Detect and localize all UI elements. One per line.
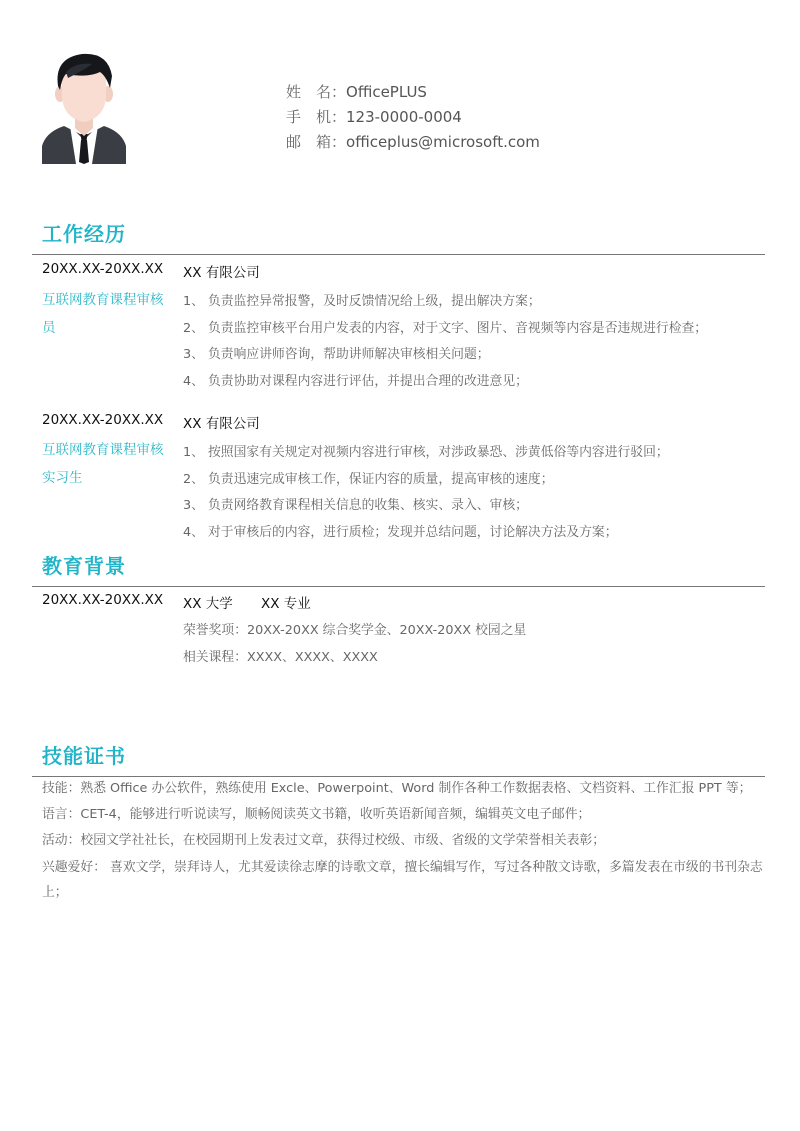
email-row xyxy=(286,130,540,155)
avatar-icon xyxy=(42,50,126,164)
skill-item: 活动：校园文学社社长，在校园期刊上发表过文章，获得过校级、市级、省级的文学荣誉相关表彰； xyxy=(42,833,606,848)
work-date: 20XX.XX-20XX.XX xyxy=(42,412,164,428)
email-label: 邮 箱： xyxy=(286,133,347,151)
email-value: officeplus@microsoft.com xyxy=(346,133,540,151)
edu-date: 20XX.XX-20XX.XX xyxy=(42,592,164,608)
section-title-work: 工作经历 xyxy=(42,222,126,246)
work-duty: 4、 对于审核后的内容，进行质检；发现并总结问题，讨论解决方法及方案； xyxy=(183,525,618,540)
work-duty: 4、 负责协助对课程内容进行评估，并提出合理的改进意见； xyxy=(183,374,528,389)
work-role: 互联网教育课程审核实习生 xyxy=(42,442,164,486)
section-divider xyxy=(32,586,765,587)
avatar xyxy=(42,50,126,164)
edu-school: XX 大学 xyxy=(183,596,233,612)
contact-info xyxy=(286,80,540,155)
section-title-skills: 技能证书 xyxy=(42,744,126,768)
section-divider xyxy=(32,254,765,255)
work-date: 20XX.XX-20XX.XX xyxy=(42,261,164,277)
phone-label: 手 机： xyxy=(286,108,347,126)
edu-courses: 相关课程：XXXX、XXXX、XXXX xyxy=(183,650,378,665)
work-duty: 1、 按照国家有关规定对视频内容进行审核，对涉政暴恐、涉黄低俗等内容进行驳回； xyxy=(183,445,669,460)
work-duty: 2、 负责监控审核平台用户发表的内容，对于文字、图片、音视频等内容是否违规进行检查； xyxy=(183,321,708,336)
work-company: XX 有限公司 xyxy=(183,416,260,432)
section-title-education: 教育背景 xyxy=(42,554,126,578)
skill-item: 兴趣爱好： 喜欢文学，崇拜诗人，尤其爱读徐志摩的诗歌文章，擅长编辑写作，写过各种散文诗歌，多篇发表在市级的书刊杂志上； xyxy=(42,860,763,900)
name-value: OfficePLUS xyxy=(346,83,427,101)
name-label: 姓 名： xyxy=(286,83,347,101)
work-duty: 2、 负责迅速完成审核工作，保证内容的质量，提高审核的速度； xyxy=(183,472,554,487)
edu-honors: 荣誉奖项：20XX-20XX 综合奖学金、20XX-20XX 校园之星 xyxy=(183,623,527,638)
work-duty: 3、 负责网络教育课程相关信息的收集、核实、录入、审核； xyxy=(183,498,528,513)
skill-item: 语言：CET-4，能够进行听说读写，顺畅阅读英文书籍，收听英语新闻音频，编辑英文电子邮件； xyxy=(42,807,591,822)
phone-value: 123-0000-0004 xyxy=(346,108,462,126)
work-role: 互联网教育课程审核员 xyxy=(42,292,164,336)
work-duty: 3、 负责响应讲师咨询，帮助讲师解决审核相关问题； xyxy=(183,347,490,362)
skill-item: 技能：熟悉 Office 办公软件，熟练使用 Excle、Powerpoint、Word 制作各种工作数据表格、文档资料、工作汇报 PPT 等； xyxy=(42,781,752,796)
name-row xyxy=(286,80,540,105)
work-duty: 1、 负责监控异常报警，及时反馈情况给上级，提出解决方案； xyxy=(183,294,541,309)
edu-major: XX 专业 xyxy=(261,596,311,612)
work-company: XX 有限公司 xyxy=(183,265,260,281)
phone-row xyxy=(286,105,540,130)
